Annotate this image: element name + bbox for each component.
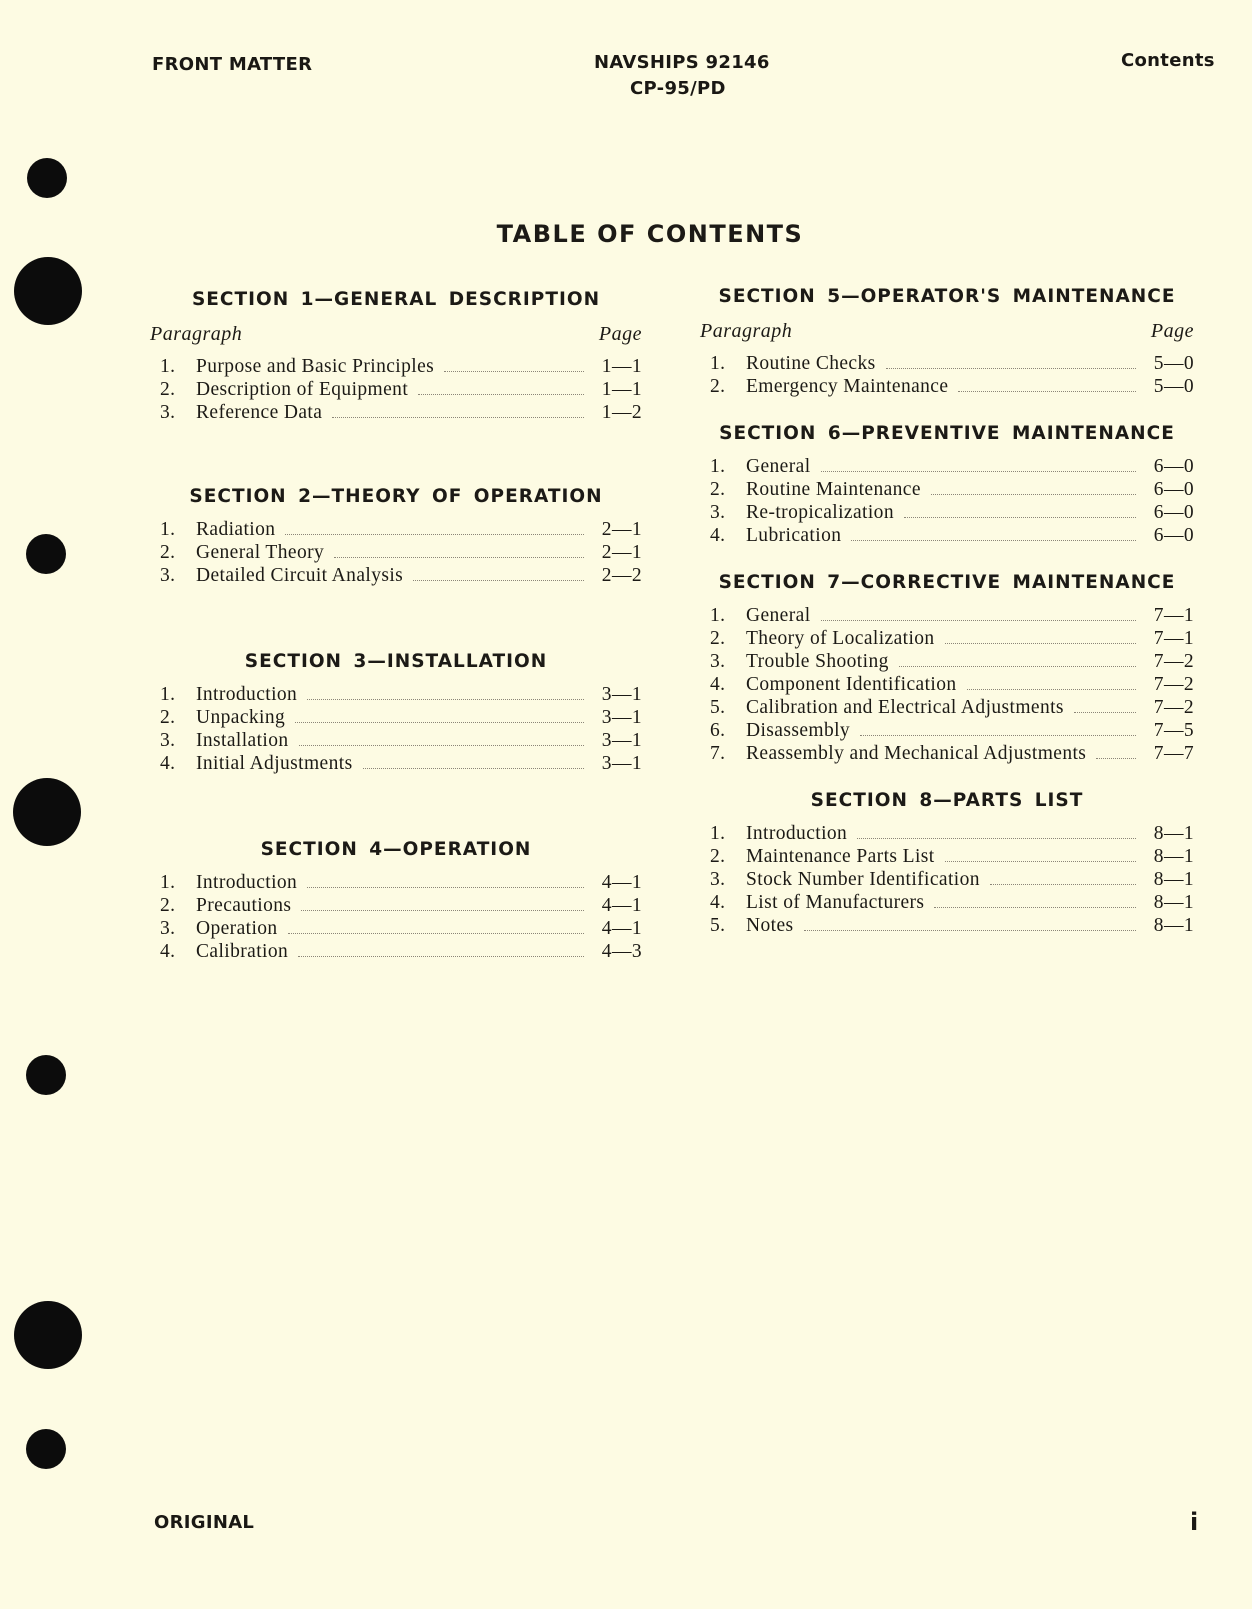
entry-title: Initial Adjustments xyxy=(196,753,353,774)
column-header xyxy=(150,321,642,347)
section-title: SECTION 2—THEORY OF OPERATION xyxy=(189,486,603,507)
entry-page: 8—1 xyxy=(1153,823,1194,844)
toc-entry[interactable] xyxy=(700,845,1194,868)
entry-page: 8—1 xyxy=(1153,915,1194,936)
leader-dots xyxy=(413,579,584,581)
entry-number: 1. xyxy=(710,456,726,477)
toc-entry[interactable] xyxy=(700,375,1194,398)
entry-title: Emergency Maintenance xyxy=(746,376,949,397)
entry-number: 2. xyxy=(710,628,726,649)
leader-dots xyxy=(299,744,584,746)
entry-title: Notes xyxy=(746,915,794,936)
entry-title: General xyxy=(746,456,811,477)
entry-page: 7—2 xyxy=(1153,651,1194,672)
leader-dots xyxy=(904,516,1136,518)
entry-page: 4—1 xyxy=(601,918,642,939)
toc-entry[interactable] xyxy=(150,564,642,587)
toc-entry[interactable] xyxy=(700,501,1194,524)
entry-number: 6. xyxy=(710,720,726,741)
leader-dots xyxy=(1096,757,1136,759)
entry-page: 7—1 xyxy=(1153,605,1194,626)
entry-number: 2. xyxy=(160,707,176,728)
leader-dots xyxy=(363,767,584,769)
entry-number: 3. xyxy=(710,651,726,672)
binder-hole xyxy=(26,1429,66,1469)
entry-page: 1—1 xyxy=(601,379,642,400)
page-number: i xyxy=(1190,1508,1199,1536)
binder-hole xyxy=(14,257,82,325)
entry-page: 7—5 xyxy=(1153,720,1194,741)
leader-dots xyxy=(851,539,1136,541)
entry-title: Detailed Circuit Analysis xyxy=(196,565,404,586)
leader-dots xyxy=(857,837,1136,839)
toc-section xyxy=(150,837,642,963)
leader-dots xyxy=(307,886,584,888)
entry-title: Routine Checks xyxy=(746,353,876,374)
header-doc-number: NAVSHIPS 92146 xyxy=(594,52,770,73)
entry-page: 7—2 xyxy=(1153,697,1194,718)
entry-page: 5—0 xyxy=(1153,376,1194,397)
toc-entry[interactable] xyxy=(150,729,642,752)
toc-section xyxy=(700,421,1194,547)
toc-entry[interactable] xyxy=(150,752,642,775)
toc-entry[interactable] xyxy=(150,871,642,894)
entry-page: 3—1 xyxy=(601,753,642,774)
entry-title: Re-tropicalization xyxy=(746,502,894,523)
entry-number: 3. xyxy=(160,565,176,586)
leader-dots xyxy=(958,390,1136,392)
leader-dots xyxy=(990,883,1136,885)
entry-title: Calibration and Electrical Adjustments xyxy=(746,697,1064,718)
page-header: Page xyxy=(1150,320,1194,342)
entry-number: 1. xyxy=(160,872,176,893)
toc-entry[interactable] xyxy=(700,696,1194,719)
entry-number: 5. xyxy=(710,697,726,718)
entry-page: 3—1 xyxy=(601,684,642,705)
binder-hole xyxy=(26,1055,66,1095)
toc-entry[interactable] xyxy=(150,355,642,378)
leader-dots xyxy=(444,370,584,372)
toc-section xyxy=(150,287,642,424)
page-header: Page xyxy=(598,323,642,345)
entry-title: General xyxy=(746,605,811,626)
entry-title: List of Manufacturers xyxy=(746,892,925,913)
entry-title: Unpacking xyxy=(196,707,286,728)
toc-entry[interactable] xyxy=(700,650,1194,673)
toc-left-column xyxy=(150,287,642,963)
leader-dots xyxy=(332,416,584,418)
entry-page: 8—1 xyxy=(1153,846,1194,867)
entry-page: 7—7 xyxy=(1153,743,1194,764)
entry-number: 4. xyxy=(160,753,176,774)
entry-title: Lubrication xyxy=(746,525,842,546)
entry-title: Reference Data xyxy=(196,402,323,423)
entry-number: 2. xyxy=(710,479,726,500)
entry-title: Disassembly xyxy=(746,720,851,741)
entry-title: Trouble Shooting xyxy=(746,651,889,672)
entry-page: 4—3 xyxy=(601,941,642,962)
section-title: SECTION 8—PARTS LIST xyxy=(810,790,1084,811)
leader-dots xyxy=(821,619,1136,621)
entry-number: 1. xyxy=(160,519,176,540)
entry-page: 7—2 xyxy=(1153,674,1194,695)
toc-section xyxy=(700,570,1194,765)
section-title: SECTION 6—PREVENTIVE MAINTENANCE xyxy=(719,423,1175,444)
entry-title: Component Identification xyxy=(746,674,957,695)
entry-page: 6—0 xyxy=(1153,479,1194,500)
entry-number: 4. xyxy=(710,525,726,546)
leader-dots xyxy=(804,929,1137,931)
leader-dots xyxy=(295,721,584,723)
toc-entry[interactable] xyxy=(700,604,1194,627)
entry-number: 2. xyxy=(710,376,726,397)
paragraph-header: Paragraph xyxy=(150,323,243,345)
section-title: SECTION 5—OPERATOR'S MAINTENANCE xyxy=(718,286,1176,307)
toc-entry[interactable] xyxy=(700,627,1194,650)
entry-number: 1. xyxy=(160,684,176,705)
toc-right-column xyxy=(700,284,1194,937)
entry-title: Purpose and Basic Principles xyxy=(196,356,435,377)
paragraph-header: Paragraph xyxy=(700,320,793,342)
entry-number: 2. xyxy=(160,895,176,916)
entry-title: Maintenance Parts List xyxy=(746,846,935,867)
leader-dots xyxy=(934,906,1136,908)
toc-entry[interactable] xyxy=(700,914,1194,937)
entry-number: 2. xyxy=(710,846,726,867)
header-doc-subtitle: CP-95/PD xyxy=(630,78,726,99)
leader-dots xyxy=(886,367,1136,369)
entry-title: Introduction xyxy=(196,872,298,893)
section-title: SECTION 3—INSTALLATION xyxy=(244,651,548,672)
leader-dots xyxy=(298,955,584,957)
toc-entry[interactable] xyxy=(700,742,1194,765)
header-left: FRONT MATTER xyxy=(152,54,313,75)
entry-title: Reassembly and Mechanical Adjustments xyxy=(746,743,1087,764)
toc-entry[interactable] xyxy=(150,541,642,564)
leader-dots xyxy=(945,860,1136,862)
entry-page: 1—2 xyxy=(601,402,642,423)
leader-dots xyxy=(285,533,584,535)
toc-entry[interactable] xyxy=(150,917,642,940)
entry-page: 7—1 xyxy=(1153,628,1194,649)
binder-hole xyxy=(14,1301,82,1369)
entry-number: 3. xyxy=(160,402,176,423)
toc-entry[interactable] xyxy=(700,719,1194,742)
entry-number: 2. xyxy=(160,379,176,400)
entry-page: 2—2 xyxy=(601,565,642,586)
entry-page: 4—1 xyxy=(601,895,642,916)
leader-dots xyxy=(301,909,584,911)
toc-entry[interactable] xyxy=(700,822,1194,845)
leader-dots xyxy=(860,734,1136,736)
toc-section xyxy=(700,284,1194,398)
entry-number: 4. xyxy=(710,892,726,913)
toc-entry[interactable] xyxy=(150,706,642,729)
entry-page: 5—0 xyxy=(1153,353,1194,374)
entry-title: Calibration xyxy=(196,941,289,962)
leader-dots xyxy=(931,493,1136,495)
entry-page: 8—1 xyxy=(1153,869,1194,890)
toc-entry[interactable] xyxy=(150,401,642,424)
entry-page: 2—1 xyxy=(601,542,642,563)
entry-number: 7. xyxy=(710,743,726,764)
leader-dots xyxy=(945,642,1136,644)
entry-title: Operation xyxy=(196,918,278,939)
toc-section xyxy=(150,649,642,775)
section-title: SECTION 1—GENERAL DESCRIPTION xyxy=(191,289,601,310)
leader-dots xyxy=(967,688,1136,690)
entry-number: 1. xyxy=(710,823,726,844)
entry-page: 1—1 xyxy=(601,356,642,377)
column-header xyxy=(700,318,1194,344)
toc-entry[interactable] xyxy=(150,940,642,963)
entry-number: 3. xyxy=(710,502,726,523)
header-right: Contents xyxy=(1121,50,1215,71)
footer-left: ORIGINAL xyxy=(154,1512,255,1533)
page-title: TABLE OF CONTENTS xyxy=(496,220,804,248)
entry-page: 3—1 xyxy=(601,730,642,751)
entry-title: Radiation xyxy=(196,519,276,540)
toc-entry[interactable] xyxy=(700,673,1194,696)
entry-number: 3. xyxy=(160,918,176,939)
toc-entry[interactable] xyxy=(700,352,1194,375)
toc-entry[interactable] xyxy=(150,894,642,917)
entry-number: 1. xyxy=(710,605,726,626)
entry-number: 1. xyxy=(710,353,726,374)
toc-entry[interactable] xyxy=(700,868,1194,891)
entry-title: General Theory xyxy=(196,542,325,563)
leader-dots xyxy=(821,470,1136,472)
toc-entry[interactable] xyxy=(150,378,642,401)
entry-title: Routine Maintenance xyxy=(746,479,921,500)
toc-entry[interactable] xyxy=(700,891,1194,914)
entry-number: 2. xyxy=(160,542,176,563)
entry-number: 3. xyxy=(160,730,176,751)
section-title: SECTION 7—CORRECTIVE MAINTENANCE xyxy=(718,572,1176,593)
entry-number: 5. xyxy=(710,915,726,936)
toc-entry[interactable] xyxy=(700,478,1194,501)
entry-title: Installation xyxy=(196,730,289,751)
entry-number: 4. xyxy=(160,941,176,962)
entry-title: Introduction xyxy=(196,684,298,705)
entry-page: 8—1 xyxy=(1153,892,1194,913)
toc-entry[interactable] xyxy=(150,683,642,706)
entry-page: 4—1 xyxy=(601,872,642,893)
entry-title: Introduction xyxy=(746,823,848,844)
leader-dots xyxy=(334,556,584,558)
entry-title: Description of Equipment xyxy=(196,379,409,400)
entry-number: 3. xyxy=(710,869,726,890)
toc-entry[interactable] xyxy=(700,524,1194,547)
leader-dots xyxy=(418,393,584,395)
leader-dots xyxy=(1074,711,1136,713)
leader-dots xyxy=(288,932,584,934)
binder-hole xyxy=(13,778,81,846)
entry-page: 6—0 xyxy=(1153,525,1194,546)
binder-hole xyxy=(26,534,66,574)
toc-entry[interactable] xyxy=(700,455,1194,478)
entry-number: 1. xyxy=(160,356,176,377)
entry-page: 2—1 xyxy=(601,519,642,540)
entry-title: Precautions xyxy=(196,895,292,916)
entry-page: 6—0 xyxy=(1153,502,1194,523)
toc-entry[interactable] xyxy=(150,518,642,541)
leader-dots xyxy=(899,665,1136,667)
section-title: SECTION 4—OPERATION xyxy=(260,839,532,860)
entry-title: Stock Number Identification xyxy=(746,869,980,890)
toc-section xyxy=(150,484,642,587)
toc-section xyxy=(700,788,1194,937)
entry-number: 4. xyxy=(710,674,726,695)
leader-dots xyxy=(307,698,584,700)
entry-page: 6—0 xyxy=(1153,456,1194,477)
entry-title: Theory of Localization xyxy=(746,628,935,649)
binder-hole xyxy=(27,158,67,198)
entry-page: 3—1 xyxy=(601,707,642,728)
